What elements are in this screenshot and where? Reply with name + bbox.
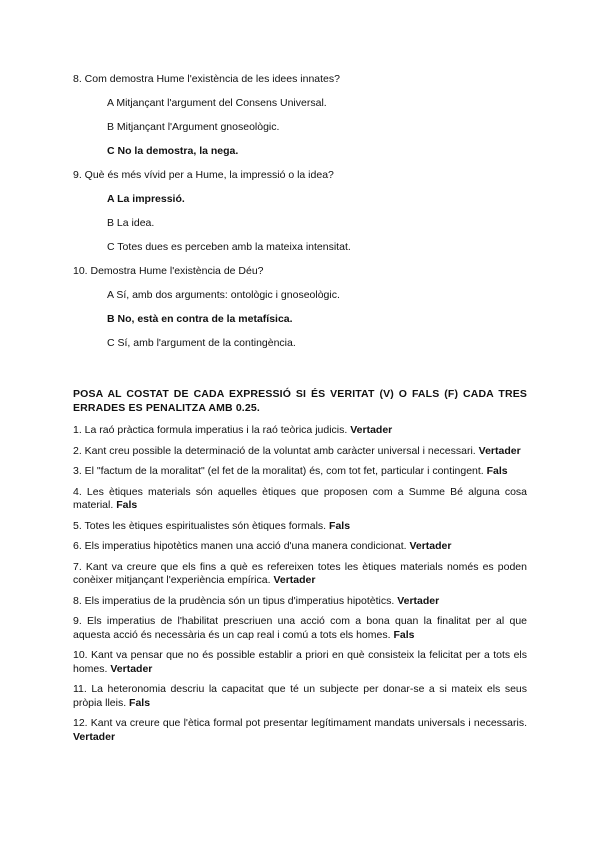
statement-text: 6. Els imperatius hipotètics manen una acció d'una manera condicionat. <box>73 540 407 552</box>
statement <box>73 717 527 744</box>
statement-text: 7. Kant va creure que els fins a què es refereixen totes les ètiques materials només es poden conèixer mitjançant l'experiència empírica. <box>73 560 527 586</box>
statement <box>73 445 527 459</box>
option-a: A Sí, amb dos arguments: ontològic i gnoseològic. <box>107 289 340 301</box>
statement-text: 8. Els imperatius de la prudència són un tipus d'imperatius hipotètics. <box>73 594 395 607</box>
statement-answer: Vertader <box>350 424 393 436</box>
statement-text: 2. Kant creu possible la determinació de la voluntat amb caràcter universal i necessari. <box>73 444 476 457</box>
statement <box>73 486 527 513</box>
statement-text: 1. La raó pràctica formula imperatius i la raó teòrica judicis. <box>73 424 348 436</box>
statement-text: 5. Totes les ètiques espiritualistes són ètiques formals. <box>73 519 327 532</box>
statement-answer: Vertader <box>273 574 316 586</box>
statement-text: 3. El "factum de la moralitat" (el fet de la moralitat) és, com tot fet, particular i contingent. <box>73 465 484 477</box>
question-text: 10. Demostra Hume l'existència de Déu? <box>73 265 264 277</box>
statement-answer: Vertader <box>397 594 440 607</box>
statement-text: 9. Els imperatius de l'habilitat prescriuen una acció com a bona quan la finalitat per al que aquesta acció és necessària és un cap real i comú a tots els homes. <box>73 615 527 641</box>
question-8 <box>73 73 527 158</box>
question-10 <box>73 265 527 350</box>
statement-list <box>73 424 527 744</box>
statement-text: 4. Les ètiques materials són aquelles ètiques que proposen com a Summe Bé alguna cosa material. <box>73 485 527 511</box>
statement-answer: Fals <box>116 499 138 511</box>
statement <box>73 424 527 438</box>
statement-answer: Vertader <box>409 540 452 552</box>
statement-text: 12. Kant va creure que l'ètica formal pot presentar legítimament mandats universals i necessaris. <box>73 717 527 729</box>
statement-answer: Fals <box>329 519 351 532</box>
statement <box>73 683 527 710</box>
option-a-correct: A La impressió. <box>107 193 185 205</box>
option-a: A Mitjançant l'argument del Consens Universal. <box>107 97 327 109</box>
statement <box>73 595 527 609</box>
option-b: B Mitjançant l'Argument gnoseològic. <box>107 121 280 133</box>
option-c: C Totes dues es perceben amb la mateixa intensitat. <box>107 241 351 253</box>
option-b: B La idea. <box>107 217 155 229</box>
statement-answer: Vertader <box>110 662 153 675</box>
statement <box>73 561 527 588</box>
statement-answer: Vertader <box>478 444 521 457</box>
statement <box>73 540 527 554</box>
statement <box>73 615 527 642</box>
option-c-correct: C No la demostra, la nega. <box>107 145 239 157</box>
statement <box>73 649 527 676</box>
section-title: POSA AL COSTAT DE CADA EXPRESSIÓ SI ÉS VERITAT (V) O FALS (F) CADA TRES ERRADES ES PENALITZA AMB 0.25. <box>73 388 527 414</box>
option-c: C Sí, amb l'argument de la contingència. <box>107 337 296 349</box>
statement-answer: Fals <box>486 465 508 477</box>
question-9 <box>73 169 527 254</box>
statement-answer: Fals <box>393 628 415 641</box>
statement-answer: Vertader <box>73 730 116 743</box>
question-text: 8. Com demostra Hume l'existència de les idees innates? <box>73 73 340 85</box>
question-text: 9. Què és més vívid per a Hume, la impressió o la idea? <box>73 169 334 181</box>
statement-text: 10. Kant va pensar que no és possible establir a priori en què consisteix la felicitat per a tots els homes. <box>73 649 527 675</box>
statement-text: 11. La heteronomia descriu la capacitat que té un subjecte per donar-se a si mateix els seus pròpia lleis. <box>73 683 527 709</box>
statement <box>73 520 527 534</box>
statement <box>73 465 527 479</box>
option-b-correct: B No, està en contra de la metafísica. <box>107 313 293 325</box>
statement-answer: Fals <box>129 696 151 709</box>
